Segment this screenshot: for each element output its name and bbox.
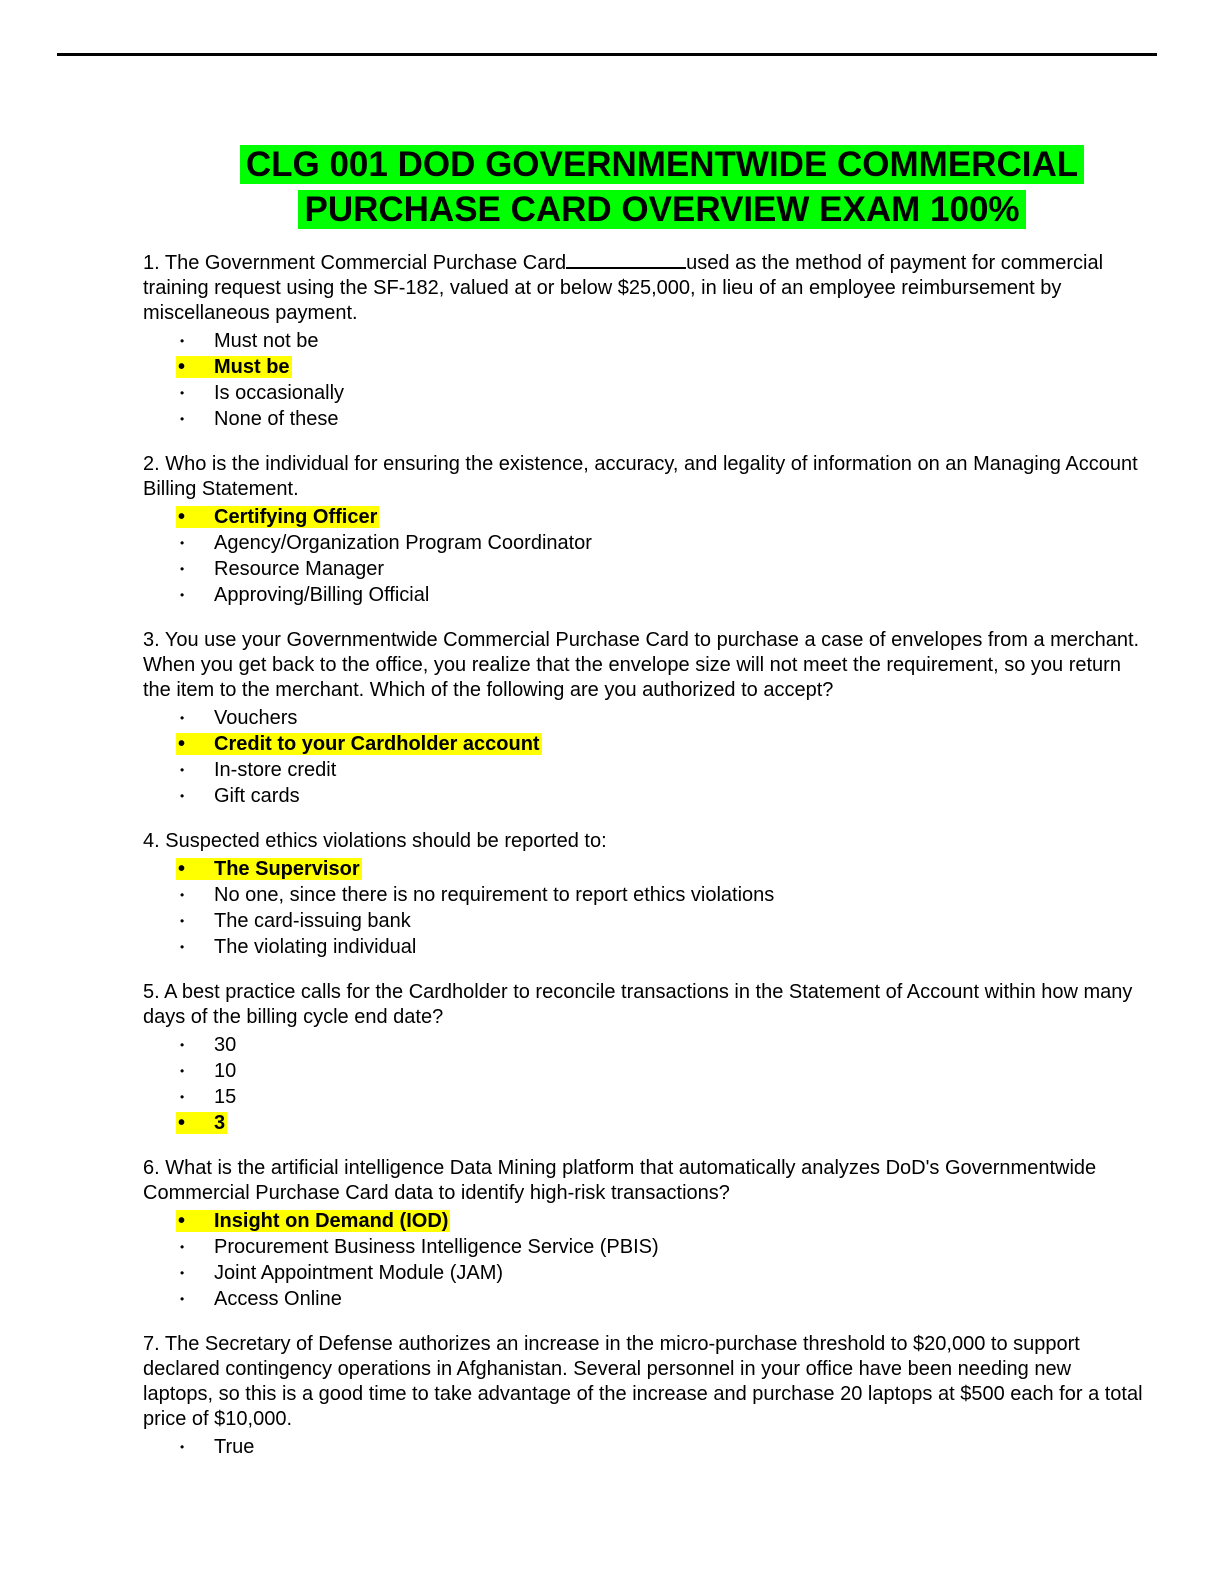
title-line-2: PURCHASE CARD OVERVIEW EXAM 100% bbox=[298, 190, 1025, 229]
bullet-icon: • bbox=[180, 1038, 185, 1052]
bullet-icon: • bbox=[180, 334, 185, 348]
answer-option-correct bbox=[143, 504, 1143, 530]
answer-options bbox=[143, 1208, 1143, 1312]
bullet-icon: • bbox=[178, 1210, 186, 1232]
answer-option bbox=[143, 1260, 1143, 1286]
question-text bbox=[143, 980, 1143, 1030]
answer-option-label: 15 bbox=[214, 1086, 237, 1108]
answer-option-correct bbox=[143, 1208, 1143, 1234]
question-text-start: 2. Who is the individual for ensuring the existence, accuracy, and legality of information on an Managing Account Billing Statement. bbox=[143, 453, 1138, 500]
question-text-end: used as the method of payment for commercial training request using the SF-182, valued at or below $25,000, in lieu of an employee reimbursement by miscellaneous payment. bbox=[143, 252, 1104, 324]
fill-in-blank-line bbox=[566, 250, 686, 269]
answer-option-label: Gift cards bbox=[214, 785, 300, 807]
answer-option bbox=[143, 1286, 1143, 1312]
answer-option-label: Resource Manager bbox=[214, 558, 385, 580]
bullet-icon: • bbox=[180, 711, 185, 725]
top-horizontal-rule bbox=[57, 53, 1157, 56]
answer-option bbox=[143, 882, 1143, 908]
bullet-icon: • bbox=[180, 789, 185, 803]
bullet-icon: • bbox=[180, 1240, 185, 1254]
bullet-icon: • bbox=[178, 356, 186, 378]
title-line-1: CLG 001 DOD GOVERNMENTWIDE COMMERCIAL bbox=[240, 145, 1084, 184]
answer-option bbox=[143, 1058, 1143, 1084]
bullet-icon: • bbox=[180, 1090, 185, 1104]
bullet-icon: • bbox=[178, 733, 186, 755]
answer-option bbox=[143, 1234, 1143, 1260]
answer-option-label: Joint Appointment Module (JAM) bbox=[214, 1262, 504, 1284]
answer-option-correct bbox=[143, 856, 1143, 882]
question-text-start: 4. Suspected ethics violations should be reported to: bbox=[143, 830, 607, 852]
answer-option-label: Approving/Billing Official bbox=[214, 584, 430, 606]
answer-options bbox=[143, 856, 1143, 960]
question-text-start: 6. What is the artificial intelligence Data Mining platform that automatically analyzes DoD's Governmentwide Commercial Purchase Card data to identify high-risk transactions? bbox=[143, 1157, 1097, 1204]
bullet-icon: • bbox=[180, 888, 185, 902]
answer-option bbox=[143, 530, 1143, 556]
answer-option bbox=[143, 582, 1143, 608]
answer-option bbox=[143, 934, 1143, 960]
question-block bbox=[143, 452, 1143, 608]
question-text-start: 7. The Secretary of Defense authorizes an increase in the micro-purchase threshold to $20,000 to support declared contingency operations in Afghanistan. Several personnel in your office have been needing new laptops, so this is a good time to take advantage of the increase and purchase 20 laptops at $500 each for a total price of $10,000. bbox=[143, 1333, 1143, 1430]
bullet-icon: • bbox=[180, 412, 185, 426]
question-text bbox=[143, 628, 1143, 703]
bullet-icon: • bbox=[178, 858, 186, 880]
question-block bbox=[143, 1332, 1143, 1460]
answer-option-label: Agency/Organization Program Coordinator bbox=[214, 532, 592, 554]
answer-option bbox=[143, 406, 1143, 432]
answer-option-correct bbox=[143, 731, 1143, 757]
bullet-icon: • bbox=[178, 1112, 186, 1134]
document-title bbox=[142, 142, 1182, 232]
answer-option bbox=[143, 380, 1143, 406]
question-text bbox=[143, 1332, 1143, 1432]
question-block bbox=[143, 628, 1143, 809]
bullet-icon: • bbox=[180, 536, 185, 550]
bullet-icon: • bbox=[180, 562, 185, 576]
question-list bbox=[143, 250, 1143, 1480]
question-text-start: 5. A best practice calls for the Cardholder to reconcile transactions in the Statement of Account within how many days of the billing cycle end date? bbox=[143, 981, 1133, 1028]
answer-option-label: No one, since there is no requirement to report ethics violations bbox=[214, 884, 775, 906]
bullet-icon: • bbox=[180, 940, 185, 954]
answer-option bbox=[143, 1032, 1143, 1058]
answer-option-label: 3 bbox=[214, 1112, 226, 1134]
answer-option-label: 10 bbox=[214, 1060, 237, 1082]
question-text bbox=[143, 1156, 1143, 1206]
question-block bbox=[143, 250, 1143, 432]
answer-option bbox=[143, 908, 1143, 934]
bullet-icon: • bbox=[180, 1440, 185, 1454]
answer-option bbox=[143, 556, 1143, 582]
answer-highlight bbox=[176, 1210, 450, 1232]
question-block bbox=[143, 1156, 1143, 1312]
question-block bbox=[143, 829, 1143, 960]
bullet-icon: • bbox=[180, 1266, 185, 1280]
question-text bbox=[143, 250, 1143, 326]
answer-highlight bbox=[176, 506, 379, 528]
bullet-icon: • bbox=[180, 763, 185, 777]
answer-highlight bbox=[176, 858, 362, 880]
answer-option-label: Procurement Business Intelligence Service (PBIS) bbox=[214, 1236, 659, 1258]
answer-option bbox=[143, 757, 1143, 783]
bullet-icon: • bbox=[180, 1292, 185, 1306]
answer-option-label: Insight on Demand (IOD) bbox=[214, 1210, 449, 1232]
answer-options bbox=[143, 705, 1143, 809]
answer-option bbox=[143, 1434, 1143, 1460]
question-text-start: 1. The Government Commercial Purchase Card bbox=[143, 252, 567, 274]
bullet-icon: • bbox=[180, 1064, 185, 1078]
question-text-start: 3. You use your Governmentwide Commercial Purchase Card to purchase a case of envelopes from a merchant. When you get back to the office, you realize that the envelope size will not meet the requirement, so you return the item to the merchant. Which of the following are you authorized to accept? bbox=[143, 629, 1140, 701]
answer-option-label: True bbox=[214, 1436, 255, 1458]
answer-option-label: None of these bbox=[214, 408, 339, 430]
answer-option-correct bbox=[143, 1110, 1143, 1136]
question-block bbox=[143, 980, 1143, 1136]
answer-highlight bbox=[176, 1112, 227, 1134]
bullet-icon: • bbox=[178, 506, 186, 528]
answer-option-label: Must not be bbox=[214, 330, 319, 352]
answer-highlight bbox=[176, 356, 292, 378]
answer-option-label: Access Online bbox=[214, 1288, 342, 1310]
bullet-icon: • bbox=[180, 588, 185, 602]
answer-options bbox=[143, 1032, 1143, 1136]
answer-option-label: Certifying Officer bbox=[214, 506, 378, 528]
answer-options bbox=[143, 1434, 1143, 1460]
answer-option-label: 30 bbox=[214, 1034, 237, 1056]
answer-option-label: Credit to your Cardholder account bbox=[214, 733, 540, 755]
answer-option-label: The violating individual bbox=[214, 936, 417, 958]
question-text bbox=[143, 829, 1143, 854]
answer-option-correct bbox=[143, 354, 1143, 380]
answer-options bbox=[143, 328, 1143, 432]
answer-option-label: Is occasionally bbox=[214, 382, 345, 404]
answer-option-label: The card-issuing bank bbox=[214, 910, 411, 932]
answer-option bbox=[143, 705, 1143, 731]
answer-options bbox=[143, 504, 1143, 608]
bullet-icon: • bbox=[180, 386, 185, 400]
answer-option-label: In-store credit bbox=[214, 759, 337, 781]
answer-option-label: Vouchers bbox=[214, 707, 298, 729]
answer-option bbox=[143, 328, 1143, 354]
answer-option bbox=[143, 783, 1143, 809]
answer-option-label: The Supervisor bbox=[214, 858, 360, 880]
answer-option-label: Must be bbox=[214, 356, 290, 378]
bullet-icon: • bbox=[180, 914, 185, 928]
answer-option bbox=[143, 1084, 1143, 1110]
answer-highlight bbox=[176, 733, 542, 755]
question-text bbox=[143, 452, 1143, 502]
